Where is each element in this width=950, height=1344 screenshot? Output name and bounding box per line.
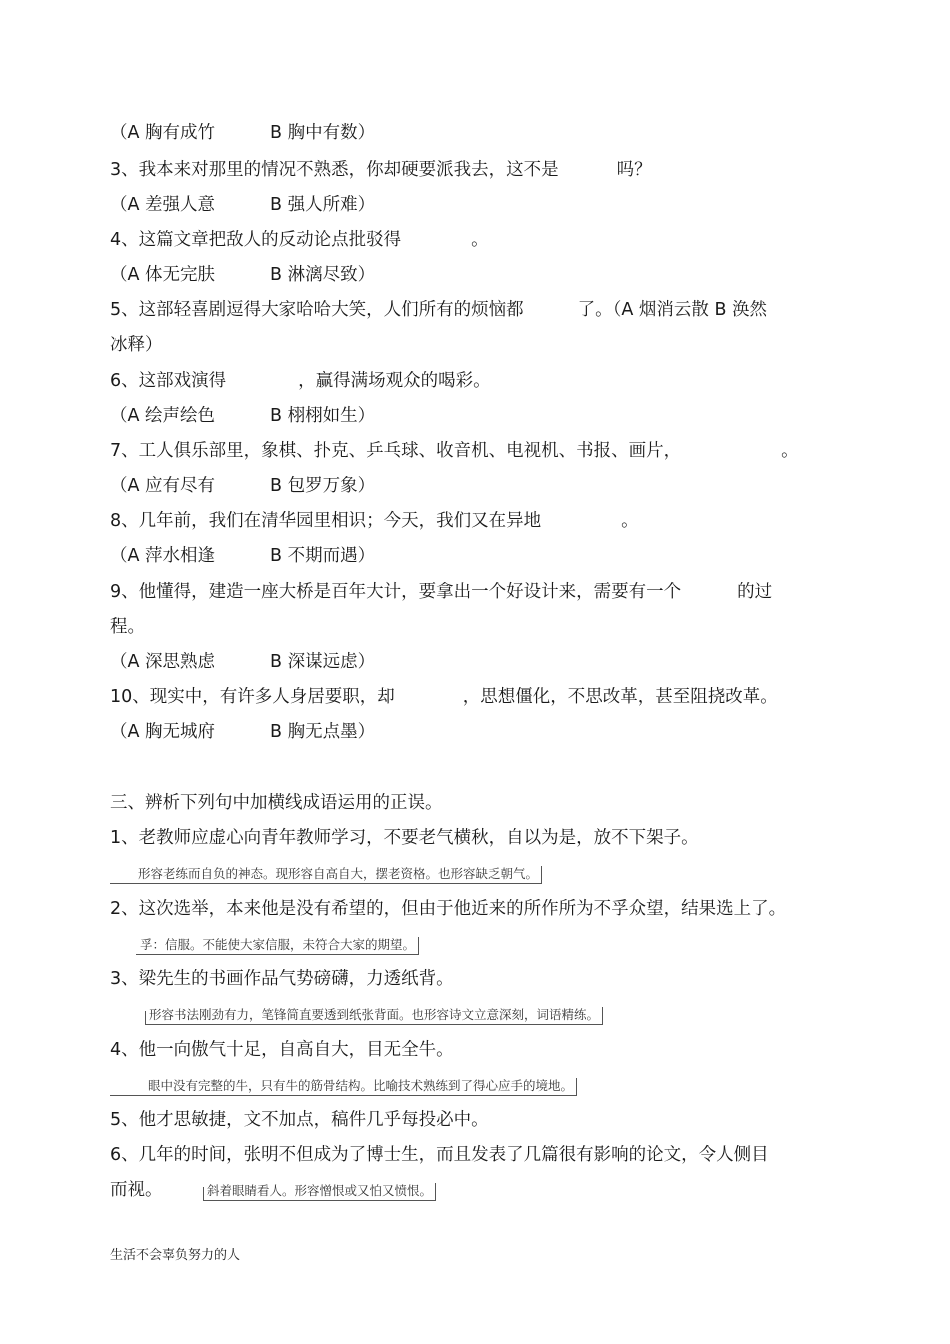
question-text: 3、我本来对那里的情况不熟悉，你却硬要派我去，这不是	[110, 160, 559, 180]
option-b: B 深谋远虑）	[270, 652, 376, 672]
s3-note-1	[110, 866, 542, 884]
s3-item-3: 3、梁先生的书画作品气势磅礴，力透纸背。	[110, 969, 454, 989]
question-text-end: ，赢得满场观众的喝彩。	[298, 371, 491, 391]
note-bracket	[203, 1187, 204, 1201]
question-text-end: 。	[781, 441, 799, 461]
option-a: （A 胸有成竹	[110, 123, 216, 143]
option-b: B 强人所难）	[270, 195, 376, 215]
question-4	[110, 229, 489, 251]
question-7	[110, 440, 799, 462]
s3-item-6-line2: 而视。	[110, 1180, 163, 1200]
s3-note-3	[145, 1007, 603, 1025]
question-8	[110, 510, 639, 532]
question-3	[110, 159, 652, 181]
question-text-end: 的过	[737, 582, 773, 602]
question-text: 9、他懂得，建造一座大桥是百年大计，要拿出一个好设计来，需要有一个	[110, 582, 682, 602]
section-title: 三、辨析下列句中加横线成语运用的正误。	[110, 793, 443, 813]
q2-options	[110, 122, 375, 144]
s3-item-6: 6、几年的时间，张明不但成为了博士生，而且发表了几篇很有影响的论文，令人侧目	[110, 1145, 769, 1165]
question-5	[110, 299, 767, 321]
option-b: B 淋漓尽致）	[270, 265, 376, 285]
note-bracket	[418, 937, 419, 955]
q8-options	[110, 545, 375, 567]
page-footer: 生活不会辜负努力的人	[110, 1248, 241, 1263]
s3-item-5: 5、他才思敏捷，文不加点，稿件几乎每投必中。	[110, 1110, 489, 1130]
option-b: B 胸无点墨）	[270, 722, 376, 742]
q3-options	[110, 194, 375, 216]
option-a: （A 应有尽有	[110, 476, 216, 496]
option-b: B 栩栩如生）	[270, 406, 376, 426]
option-a: （A 胸无城府	[110, 722, 216, 742]
s3-item-4: 4、他一向傲气十足，自高自大，目无全牛。	[110, 1040, 454, 1060]
s3-note-4	[110, 1078, 577, 1096]
option-a: （A 萍水相逢	[110, 546, 216, 566]
question-9	[110, 581, 772, 603]
question-text: 4、这篇文章把敌人的反动论点批驳得	[110, 230, 402, 250]
question-text-end: 。	[621, 511, 639, 531]
q9-line2: 程。	[110, 617, 145, 637]
option-a: （A 差强人意	[110, 195, 216, 215]
note-text: 孚：信服。不能使大家信服，未符合大家的期望。	[140, 937, 416, 952]
question-6	[110, 370, 491, 392]
s3-item-2: 2、这次选举，本来他是没有希望的，但由于他近来的所作所为不孚众望，结果选上了。	[110, 899, 787, 919]
note-bracket	[602, 1007, 603, 1025]
q9-options	[110, 651, 375, 673]
question-text: 10、现实中，有许多人身居要职，却	[110, 687, 395, 707]
note-text: 形容书法刚劲有力，笔锋简直要透到纸张背面。也形容诗文立意深刻，词语精练。	[149, 1007, 600, 1022]
option-b: B 包罗万象）	[270, 476, 376, 496]
note-text: 斜着眼睛看人。形容憎恨或又怕又愤恨。	[207, 1183, 433, 1198]
note-bracket	[576, 1078, 577, 1096]
s3-note-6	[203, 1183, 436, 1201]
question-10	[110, 686, 778, 708]
note-text: 形容老练而自负的神态。现形容自高自大，摆老资格。也形容缺乏朝气。	[138, 866, 539, 881]
question-text-end: 。	[471, 230, 489, 250]
note-text: 眼中没有完整的牛，只有牛的筋骨结构。比喻技术熟练到了得心应手的境地。	[148, 1078, 574, 1093]
q4-options	[110, 264, 375, 286]
note-bracket	[541, 866, 542, 884]
question-text: 6、这部戏演得	[110, 371, 227, 391]
note-bracket	[435, 1183, 436, 1201]
question-text-end: ，思想僵化，不思改革，甚至阻挠改革。	[462, 687, 778, 707]
option-b: B 胸中有数）	[270, 123, 376, 143]
question-text: 7、工人俱乐部里，象棋、扑克、乒乓球、收音机、电视机、书报、画片，	[110, 441, 682, 461]
q7-options	[110, 475, 375, 497]
question-text-end: 了。（A 烟消云散 B 涣然	[577, 300, 768, 320]
s3-note-2	[136, 937, 419, 955]
question-text: 5、这部轻喜剧逗得大家哈哈大笑，人们所有的烦恼都	[110, 300, 524, 320]
q10-options	[110, 721, 375, 743]
option-a: （A 体无完肤	[110, 265, 216, 285]
note-bracket	[145, 1011, 146, 1025]
question-text-end: 吗？	[616, 160, 652, 180]
option-a: （A 深思熟虑	[110, 652, 216, 672]
q6-options	[110, 405, 375, 427]
question-text: 8、几年前，我们在清华园里相识；今天，我们又在异地	[110, 511, 542, 531]
s3-item-1: 1、老教师应虚心向青年教师学习，不要老气横秋，自以为是，放不下架子。	[110, 828, 699, 848]
q5-line2: 冰释）	[110, 335, 163, 355]
option-a: （A 绘声绘色	[110, 406, 216, 426]
option-b: B 不期而遇）	[270, 546, 376, 566]
